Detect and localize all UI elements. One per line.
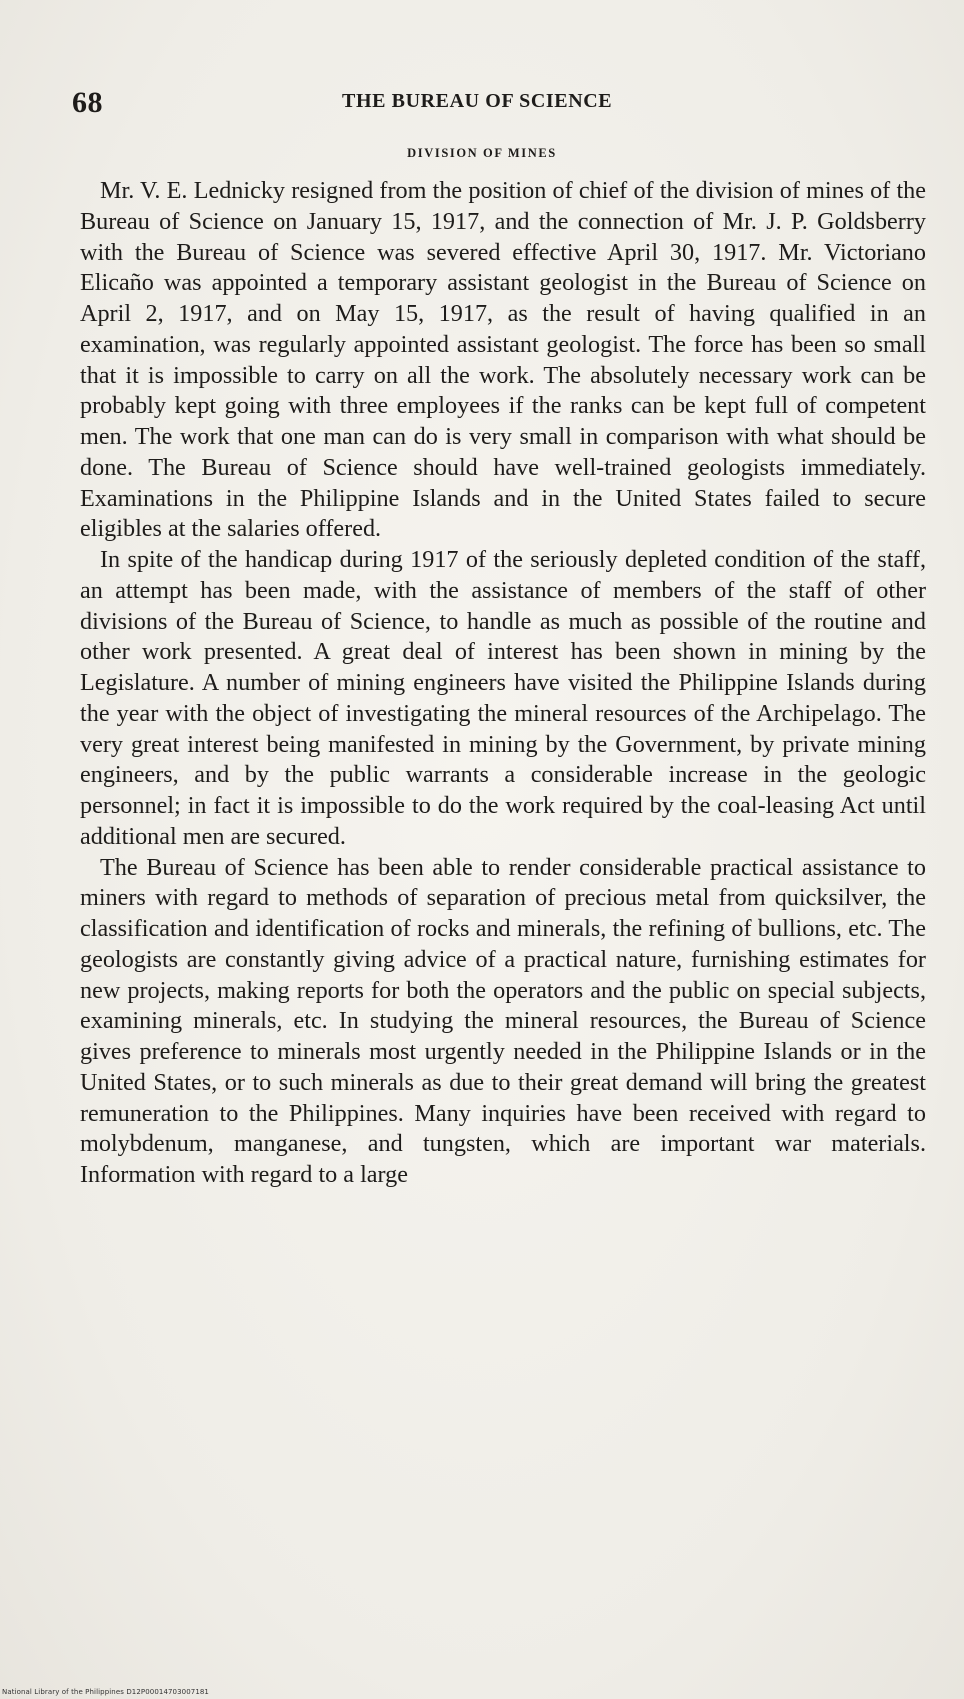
running-title: THE BUREAU OF SCIENCE <box>342 90 613 112</box>
body-text <box>80 176 926 1191</box>
library-credit: National Library of the Philippines D12P00014703007181 <box>2 1688 209 1696</box>
section-heading: DIVISION OF MINES <box>407 146 557 160</box>
paragraph-3: The Bureau of Science has been able to render considerable practical assistance to miners with regard to methods of separation of precious metal from quicksilver, the classification and identification of rocks and minerals, the refining of bullions, etc. The geologists are constantly giving advice of a practical nature, furnishing estimates for new projects, making reports for both the operators and the public on special subjects, examining minerals, etc. In studying the mineral resources, the Bureau of Science gives preference to minerals most urgently needed in the Philippine Islands or in the United States, or to such minerals as due to their great demand will bring the greatest remuneration to the Philippines. Many inquiries have been received with regard to molybdenum, manganese, and tungsten, which are important war materials. Information with regard to a large <box>80 853 926 1188</box>
page-number: 68 <box>72 86 103 119</box>
page-header <box>72 86 924 126</box>
paragraph-1: Mr. V. E. Lednicky resigned from the position of chief of the division of mines of the Bureau of Science on January 15, 1917, and the connection of Mr. J. P. Goldsberry with the Bureau of Science was severed effective April 30, 1917. Mr. Victoriano Elicaño was appointed a temporary assistant geologist in the Bureau of Science on April 2, 1917, and on May 15, 1917, as the result of having qualified in an examination, was regularly appointed assistant geologist. The force has been so small that it is impossible to carry on all the work. The absolutely necessary work can be probably kept going with three employees if the ranks can be kept full of competent men. The work that one man can do is very small in comparison with what should be done. The Bureau of Science should have well-trained geologists immediately. Examinations in the Philippine Islands and in the United States failed to secure eligibles at the salaries offered. <box>80 177 926 543</box>
paragraph-2: In spite of the handicap during 1917 of the seriously depleted condition of the staff, an attempt has been made, with the assistance of members of the staff of other divisions of the Bureau of Science, to handle as much as possible of the routine and other work presented. A great deal of interest has been shown in mining by the Legislature. A number of mining engineers have visited the Philippine Islands during the year with the object of investigating the mineral resources of the Archipelago. The very great interest being manifested in mining by the Government, by private mining engineers, and by the public warrants a considerable increase in the geologic personnel; in fact it is impossible to do the work required by the coal-leasing Act until additional men are secured. <box>80 546 926 850</box>
